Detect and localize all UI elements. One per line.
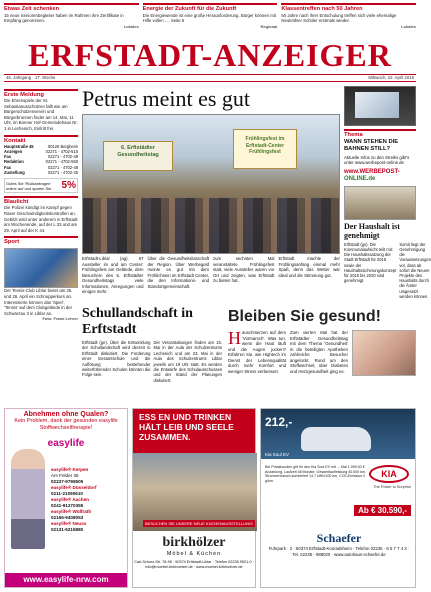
- location-name: easylife® Düsseldorf: [51, 485, 97, 490]
- werbepost-url-part2: ONLINE.de: [344, 175, 376, 182]
- haushalt-photo: [344, 186, 416, 220]
- gesund-dropcap: H: [228, 328, 241, 348]
- teaser-text: 50 Jahre nach ihrer Entschulung treffen sich viele ehemalige Neuköllner Schüler erstmals wieder.: [281, 13, 397, 24]
- teaser-text: Die Energiewende ist eine große Herausforderung. Bürger können mit Hilfe vollen ..., Seite 5: [142, 13, 276, 24]
- schule-columns: [82, 340, 222, 402]
- teaser-strip: [0, 0, 420, 36]
- teaser-2[interactable]: [143, 3, 278, 36]
- birkhoelzer-family-photo: [133, 453, 257, 531]
- location-phone[interactable]: 02166-9408053: [51, 515, 84, 520]
- location-phone[interactable]: 0241-91270355: [51, 503, 84, 508]
- lead-text-columns: [82, 256, 340, 302]
- thema-text: Aktuelle Infos zu den Streiks gibt's unter www.werbepost-online.de: [344, 155, 410, 166]
- teaser-text: 15 neue Seniorenbegleiter haben im Rahmen ihre Zertifikate in Empfang genommen.: [4, 13, 124, 24]
- teaser-section: Regional: [260, 23, 278, 29]
- gesund-headline[interactable]: Bleiben Sie gesund!: [228, 308, 381, 325]
- easylife-location: [51, 509, 127, 521]
- blaulicht-text: Die Polizei kündigt im Kampf gegen Raser Geschwindigkeitskontrollen an. Gebitzt wird unter anderem in Erftstadt am Wochenende, auf der L 33 und am 29. April auf der K 44.: [4, 205, 78, 233]
- contact-value[interactable]: 02271 - 4702-25: [47, 170, 78, 176]
- thema-headline[interactable]: WANN STEHEN DIE BAHNEN STILL?: [344, 139, 399, 152]
- contact-value[interactable]: 02271 - 4702-550: [45, 159, 78, 165]
- birkhoelzer-subtitle: Möbel & Küchen: [166, 551, 222, 557]
- thema-label: Thema: [344, 129, 416, 138]
- haushalt-columns: [344, 241, 431, 299]
- birkhoelzer-slogan: ESS EN UND TRINKEN HÄLT LEIB UND SEELE ZUSAMMEN.: [133, 409, 255, 453]
- lead-photo: [82, 114, 340, 254]
- kia-model-label: Kia Soul EV: [265, 452, 290, 457]
- gesund-column: [228, 330, 286, 402]
- location-name: easylife® Neuss: [51, 521, 87, 526]
- section-head-blaulicht: Blaulicht: [4, 196, 78, 205]
- teaser-3[interactable]: [281, 3, 416, 36]
- sport-photo-credit: Foto: Frank Lehrer: [42, 316, 78, 322]
- location-address: Am Felder 36: [51, 473, 79, 478]
- contact-value[interactable]: 02271 - 4702-510: [45, 148, 78, 154]
- contact-row: [4, 170, 78, 175]
- easylife-location: [51, 485, 127, 497]
- ad-easylife[interactable]: [4, 408, 128, 588]
- photo-crowd: [83, 198, 339, 253]
- contact-key: Anzeigen: [4, 148, 23, 154]
- ad-kia[interactable]: [260, 408, 416, 588]
- contact-value: 50126 Bergheim: [47, 143, 78, 149]
- right-column: [344, 86, 431, 299]
- gesund-column: Zum vierten Mal hat der Erftstädter Gesundheitstag mit dem Thema 'Gesundheit' in die beteiligten Apotheken zahlreiche Besucher angelockt. Rund um den Stoffwechsel, über Diabetes und Herzgesundheit ging es.: [290, 330, 348, 374]
- lead-column: Erftstadt machte der Frühlingsanfang einmal mehr Spaß, denn das Wetter war ideal und die Stimmung gut.: [278, 256, 340, 278]
- tv-screen: [355, 92, 399, 118]
- contact-key: Fax: [4, 154, 12, 160]
- sidebar-ad-percent: 5%: [61, 180, 76, 192]
- section-head-kontakt: Kontakt: [4, 135, 78, 144]
- sidebar-ad[interactable]: [4, 178, 78, 193]
- contact-key: Zustellung: [4, 170, 25, 176]
- haushalt-column: Erftstadt (gs). Die Kommunalaufsicht teilt mit: Die Haushaltssatzung der Stadt Erftstadt für 2015 sowie der Haushaltssicherungskonzept für 2015 bis 2020 sind genehmigt.: [344, 241, 397, 284]
- location-name: easylife® Kerpen: [51, 467, 89, 472]
- lead-column: Über die Gesundheitsbotschaft der Region. Über Werbegeld meinte es gut mit dem Fröhlichsein im Erftstadt Center, die den Informations- und Standortgemeinschaft.: [147, 256, 209, 289]
- gesund-text: auschmerzen auf dem 'Vormarsch'. Was tun, wenn die Haut läuft und die Augen jucken? Erfahren Sie, wie Hightech im Dienst der Lebensqualität durch mehr Komfort und weniger Stress verbessert.: [228, 330, 286, 374]
- easylife-location: [51, 521, 127, 533]
- haushalt-headline[interactable]: Der Haushalt ist genehmigt: [344, 221, 400, 240]
- schule-column: Erftstadt (ge). Über die Entwicklung der Schullandschaft wird derzeit in Erftstadt diskutiert. Die Forderung einer Gesamtschule und die Auflösung bestehender weiterführender Schulen könnten die Folge sein.: [82, 340, 151, 378]
- sport-text: Der Tennis-Club Liblar bietet am 25. und 26. April ein Schnupperkurs an. Interessierte können das 'Spiel', 'Tennis' auf dem Clubgelände in der Schwarzau 3 in Liblar an.: [4, 288, 73, 316]
- kia-price: Ab € 30.590,-: [354, 505, 411, 516]
- contact-value[interactable]: 02271 - 4702-48: [47, 154, 78, 160]
- teaser-title: Klassentreffen nach 50 Jahren: [281, 6, 363, 12]
- teaser-section: Lokales: [401, 23, 417, 29]
- masthead: [0, 37, 420, 73]
- issue-line: [4, 74, 416, 82]
- kia-fine-print: Bei Privatkunden gilt für den Kia Soul EV mit ... Mal 1.090,00 € Anzahlung, Laufzeit 48 Monate, Gesamtlaufleistung 40.000 km. Stromverbrauch kombiniert 14,7 kWh/100 km, CO2-Emission 0 g/km.: [265, 465, 367, 483]
- birkhoelzer-address: Carl-Schurz-Str. 78-96 · 50374 Erftstadt-Liblar · Telefon 02235 9521-0 · info@moebel-birkhoelzer.de · www.moebel-birkhoelzer.de: [134, 560, 254, 569]
- sidebar-ad-text: Gutes Sie 'Rückantragen' online auf und sparen Sie: [6, 180, 52, 191]
- kia-banner: [261, 409, 415, 459]
- kia-slogan: The Power to Surprise: [373, 485, 411, 489]
- location-name: easylife® Wülfrath: [51, 509, 92, 514]
- tv-promo-image: [344, 86, 416, 126]
- issue-volume: 45. Jahrgang · 17. Woche: [6, 75, 56, 80]
- birkhoelzer-tag: BESUCHEN SIE UNSERE NEUE KÜCHENAUSSTELLUNG!: [145, 521, 254, 526]
- lead-headline[interactable]: Petrus meint es gut: [82, 86, 251, 111]
- kia-rate: 212,-: [265, 415, 293, 429]
- location-phone[interactable]: 02237-9799505: [51, 479, 84, 484]
- lead-column: Erftstadt-Liblar (ag). 67 Aussteller im und am Center: Frühlingsfest am Gelände, dem Besuchern des 6. Erftstädter Gesundheitstags viele Informationen, Anregungen und einiges mehr.: [82, 256, 144, 294]
- location-name: easylife® Aachen: [51, 497, 89, 502]
- newspaper-logo[interactable]: ERFSTADT-ANZEIGER: [28, 37, 392, 73]
- kia-logo: KIA: [369, 465, 409, 483]
- gesund-photo: [352, 330, 416, 376]
- contact-key: Hauptstraße 45: [4, 143, 34, 149]
- werbepost-url-part1: www.WERBEPOST-: [344, 168, 400, 175]
- contact-key: Redaktion: [4, 159, 24, 165]
- contact-list: [4, 144, 78, 176]
- easylife-heading: Abnehmen ohne Qualen?: [23, 411, 109, 418]
- contact-value[interactable]: 02271 - 4702-48: [47, 164, 78, 170]
- location-phone[interactable]: 02131-5215880: [51, 527, 84, 532]
- werbepost-link[interactable]: [344, 169, 416, 183]
- sport-photo: [4, 248, 78, 288]
- teaser-title: Etwas Zeit schenken: [4, 6, 60, 12]
- easylife-model-photo: [11, 449, 45, 549]
- erste-meldung-text: Die Ehrenspiele der St. Sebastianusschützen fallt wie am Bürgerschützenverein und Bürgerbrunnen findet am 14. Mai, 11 Uhr, im Bonner Hof-Gemeindehaus Nr. 1 in Lechenich, Einlritt frei.: [4, 98, 78, 131]
- gesund-body: [228, 330, 416, 402]
- lead-column: zum sechsten Mal veranstaltete. Frühlingsfest statt, viele Aussteller waren vor Ort und zeigten, was Erftstadt zu bieten hat.: [213, 256, 275, 283]
- issue-date: Mittwoch, 22. April 2015: [368, 75, 414, 80]
- teaser-1[interactable]: [4, 3, 139, 36]
- easylife-location: [51, 497, 127, 509]
- haushalt-column: Somit liegt der Genehmigung die Voraussetzungen vor, dass ab sofort die Neuen Projekte des Haushalts durch die Ämter umgesetzt werden können.: [399, 241, 431, 299]
- easylife-location: [51, 467, 127, 485]
- easylife-url[interactable]: www.easylife-nrw.com: [5, 573, 127, 587]
- teaser-section: Lokales: [123, 23, 139, 29]
- teaser-title: Energie der Zukunft für die Zukunft: [142, 6, 237, 12]
- section-head-erste-meldung: Erste Meldung: [4, 89, 78, 98]
- section-head-sport: Sport: [4, 236, 78, 245]
- easylife-locations: [51, 467, 127, 533]
- kia-dealer: [265, 531, 413, 557]
- contact-key: Fax: [4, 164, 12, 170]
- dealer-name: Schaefer: [316, 531, 362, 545]
- lead-story: [82, 86, 340, 112]
- birkhoelzer-logo: birkhölzer: [162, 535, 226, 550]
- location-phone[interactable]: 0211-21090610: [51, 491, 83, 496]
- ad-birkhoelzer[interactable]: [132, 408, 256, 588]
- easylife-logo: easylife: [47, 438, 85, 449]
- photo-sign-fruehlingsfest: Frühlingsfest im Erftstadt-Center Frühlingsfest: [233, 129, 297, 169]
- photo-sign-gesundheitstag: 6. Erftstädter Gesundheitstag: [103, 141, 173, 171]
- schule-column: Die Veranstaltungen finden am 15. Mai in der Aula der Schulzentrums Lechenich und am 23. Mai in der Aula des Schulzentrums Liblar jeweils um 19 Uhr statt. Es werden die Entwürfe des Schulausschusses und der Stand der Planungen diskutiert.: [153, 340, 222, 383]
- schule-headline[interactable]: Schullandschaft in Erftstadt: [82, 306, 193, 337]
- dealer-contact: Fuhrpark · 2 · 50374 Erftstadt-Konradsheim · Telefon 02235 · 6 5 7 7 4 3 · Tel. 02235 - 988020 · www.autohaus-schaefer.de: [268, 546, 410, 557]
- easylife-subheading: Kein Problem, dank der gesunden easylife Stoffwechseltherapie!: [14, 418, 118, 431]
- kia-car-image: [301, 427, 371, 451]
